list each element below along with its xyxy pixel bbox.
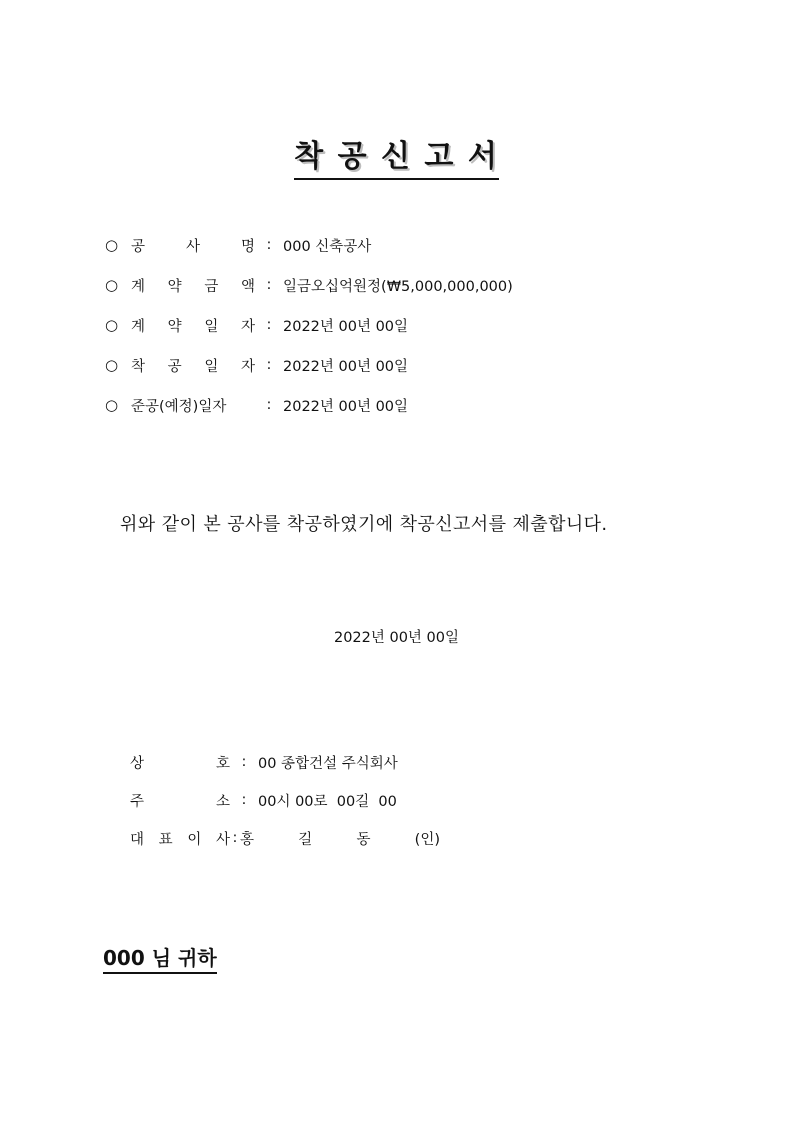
label-char: 표 [158, 831, 173, 848]
info-label [131, 355, 255, 376]
colon: : [266, 317, 272, 333]
label-char: 상 [130, 755, 145, 772]
company-row-trade-name [130, 743, 440, 781]
label-char: 금 [204, 278, 219, 295]
colon: : [266, 357, 272, 373]
company-info [130, 743, 440, 857]
info-label [131, 235, 255, 256]
company-row-address [130, 781, 440, 819]
info-value: 2022년 00년 00일 [283, 358, 409, 375]
label-char: 공 [167, 358, 182, 375]
label-char: 주 [130, 793, 145, 810]
label-char: 공 [131, 238, 146, 255]
company-label [130, 790, 230, 811]
company-label [130, 752, 230, 773]
label-char: 명 [240, 238, 255, 255]
label-char: 대 [130, 831, 145, 848]
info-row-contract-date [105, 305, 513, 345]
name-char: 길 [298, 831, 313, 848]
bullet-circle: ○ [105, 396, 119, 414]
info-row-start-date [105, 345, 513, 385]
contract-info [105, 225, 513, 425]
submission-date: 2022년 00년 00일 [333, 630, 460, 646]
label-char: 일 [204, 358, 219, 375]
declaration-statement: 위와 같이 본 공사를 착공하였기에 착공신고서를 제출합니다. [120, 514, 608, 535]
label-char: 계 [131, 318, 146, 335]
label-char: 사 [185, 238, 200, 255]
label-char: 약 [167, 318, 182, 335]
info-value: 2022년 00년 00일 [283, 318, 409, 335]
info-row-project-name [105, 225, 513, 265]
info-row-completion-date [105, 385, 513, 425]
info-label [131, 275, 255, 296]
bullet-circle: ○ [105, 276, 119, 294]
info-value: 000 신축공사 [283, 238, 372, 255]
label-char: 자 [240, 318, 255, 335]
label-char: 호 [215, 755, 230, 772]
info-label [131, 395, 255, 416]
company-row-representative [130, 819, 440, 857]
label-char: 착 [131, 358, 146, 375]
label-char: 일 [204, 318, 219, 335]
label-char: 준공(예정)일자 [131, 398, 227, 415]
bullet-circle: ○ [105, 356, 119, 374]
label-char: 약 [167, 278, 182, 295]
label-char: 사 [215, 831, 230, 848]
label-char: 계 [131, 278, 146, 295]
name-char: 동 [356, 831, 371, 848]
representative-name [240, 828, 440, 849]
label-char: 액 [240, 278, 255, 295]
bullet-circle: ○ [105, 236, 119, 254]
name-char: 홍 [240, 831, 255, 848]
label-char: 이 [187, 831, 202, 848]
company-value: 00시 00로 00길 00 [258, 793, 397, 810]
colon: : [241, 792, 247, 808]
info-label [131, 315, 255, 336]
info-value: 2022년 00년 00일 [283, 398, 409, 415]
document-title: 착 공 신 고 서 [294, 140, 499, 180]
seal-mark: (인) [414, 831, 440, 848]
company-label [130, 828, 230, 849]
info-row-contract-amount [105, 265, 513, 305]
colon: : [241, 754, 247, 770]
colon: : [266, 277, 272, 293]
label-char: 자 [240, 358, 255, 375]
colon: : [266, 397, 272, 413]
document-title-wrapper [0, 140, 793, 180]
addressee: 000 님 귀하 [103, 945, 217, 974]
bullet-circle: ○ [105, 316, 119, 334]
company-value: 00 종합건설 주식회사 [258, 755, 398, 772]
colon: : [266, 237, 272, 253]
info-value: 일금오십억원정(₩5,000,000,000) [283, 278, 513, 295]
colon: : [232, 830, 238, 846]
label-char: 소 [215, 793, 230, 810]
